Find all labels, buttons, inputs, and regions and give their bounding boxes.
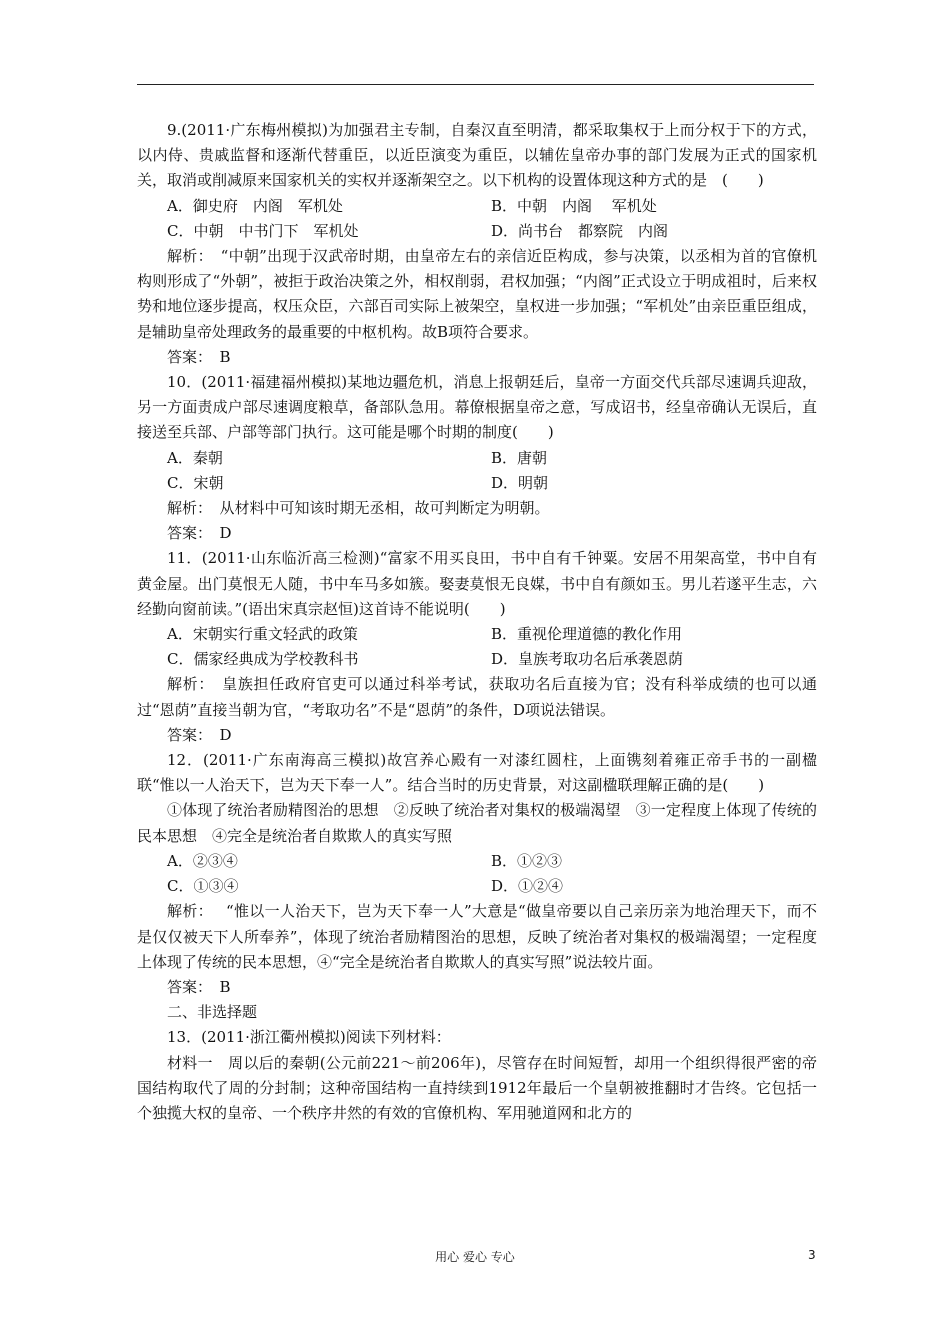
q10-stem: 10．(2011·福建福州模拟)某地边疆危机，消息上报朝廷后，皇帝一方面交代兵部尽速调兵迎敌，另一方面责成户部尽速调度粮草，备部队急用。幕僚根据皇帝之意，写成诏书，经皇帝确认无误后，直接送至兵部、户部等部门执行。这可能是哪个时期的制度( ) <box>137 373 817 442</box>
q11-answer: 答案： D <box>167 725 232 744</box>
q10-option-d: D．明朝 <box>491 473 549 492</box>
q11-option-a: A．宋朝实行重文轻武的政策 <box>167 625 358 644</box>
q9-answer: 答案： B <box>167 347 231 366</box>
q12-stem: 12．(2011·广东南海高三模拟)故宫养心殿有一对漆红圆柱，上面镌刻着雍正帝手书的一副楹联“惟以一人治天下，岂为天下奉一人”。结合当时的历史背景，对这副楹联理解正确的是( ) <box>137 751 817 795</box>
q10-option-c: C．宋朝 <box>167 473 224 492</box>
q11-analysis: 解析： 皇族担任政府官吏可以通过科举考试，获取功名后直接为官；没有科举成绩的也可以通过“恩荫”直接当朝为官，“考取功名”不是“恩荫”的条件，D项说法错误。 <box>137 675 817 719</box>
header-rule <box>137 84 814 85</box>
q13-stem: 13．(2011·浙江衢州模拟)阅读下列材料： <box>167 1028 451 1047</box>
q12-option-b: B．①②③ <box>491 851 563 870</box>
q11-option-d: D．皇族考取功名后承袭恩荫 <box>491 650 684 669</box>
section-heading: 二、非选择题 <box>167 1003 258 1022</box>
q9-option-c: C．中朝 中书门下 军机处 <box>167 221 359 240</box>
page-content <box>137 118 817 1126</box>
q9-option-b: B．中朝 内阁 军机处 <box>491 196 657 215</box>
q9-options-row-1 <box>137 194 817 219</box>
q12-statements: ①体现了统治者励精图治的思想 ②反映了统治者对集权的极端渴望 ③一定程度上体现了传统的民本思想 ④完全是统治者自欺欺人的真实写照 <box>137 801 817 845</box>
q11-stem: 11．(2011·山东临沂高三检测)“富家不用买良田，书中自有千钟粟。安居不用架高堂，书中自有黄金屋。出门莫恨无人随，书中车马多如簇。娶妻莫恨无良媒，书中自有颜如玉。男儿若遂平生志，六经勤向窗前读。”(语出宋真宗赵恒)这首诗不能说明( ) <box>137 549 817 618</box>
q9-analysis: 解析： “中朝”出现于汉武帝时期，由皇帝左右的亲信近臣构成，参与决策，以丞相为首的官僚机构则形成了“外朝”，被拒于政治决策之外，相权削弱，君权加强；“内阁”正式设立于明成祖时，后来权势和地位逐步提高，权压众臣，六部百司实际上被架空，皇权进一步加强；“军机处”由亲臣重臣组成，是辅助皇帝处理政务的最重要的中枢机构。故B项符合要求。 <box>137 247 817 341</box>
q9-option-a: A．御史府 内阁 军机处 <box>167 196 343 215</box>
q12-options-row-1 <box>137 849 817 874</box>
q9-options-row-2 <box>137 219 817 244</box>
q12-option-a: A．②③④ <box>167 851 238 870</box>
q12-analysis: 解析： “惟以一人治天下，岂为天下奉一人”大意是“做皇帝要以自己亲历亲为地治理天下，而不是仅仅被天下人所奉养”，体现了统治者励精图治的思想，反映了统治者对集权的极端渴望；一定程度上体现了传统的民本思想，④“完全是统治者自欺欺人的真实写照”说法较片面。 <box>137 902 817 971</box>
q10-options-row-2 <box>137 471 817 496</box>
q12-option-d: D．①②④ <box>491 877 564 896</box>
q9-stem: 9.(2011·广东梅州模拟)为加强君主专制，自秦汉直至明清，都采取集权于上而分权于下的方式，以内侍、贵戚监督和逐渐代替重臣，以近臣演变为重臣，以辅佐皇帝办事的部门发展为正式的国家机关，取消或削减原来国家机关的实权并逐渐架空之。以下机构的设置体现这种方式的是 ( ) <box>137 121 817 190</box>
q12-option-c: C．①③④ <box>167 877 239 896</box>
q11-option-b: B．重视伦理道德的教化作用 <box>491 625 683 644</box>
q10-option-a: A．秦朝 <box>167 448 223 467</box>
q12-options-row-2 <box>137 874 817 899</box>
q13-material-1: 材料一 周以后的秦朝(公元前221～前206年)，尽管存在时间短暂，却用一个组织得很严密的帝国结构取代了周的分封制；这种帝国结构一直持续到1912年最后一个皇朝被推翻时才告终。它包括一个独揽大权的皇帝、一个秩序井然的有效的官僚机构、军用驰道网和北方的 <box>137 1053 817 1122</box>
q11-option-c: C．儒家经典成为学校教科书 <box>167 650 359 669</box>
page-number: 3 <box>808 1248 816 1262</box>
page-footer <box>0 1248 950 1268</box>
q10-options-row-1 <box>137 446 817 471</box>
q11-options-row-1 <box>137 622 817 647</box>
q12-answer: 答案： B <box>167 977 231 996</box>
q9-option-d: D．尚书台 都察院 内阁 <box>491 221 669 240</box>
q11-options-row-2 <box>137 647 817 672</box>
q10-option-b: B．唐朝 <box>491 448 548 467</box>
footer-motto: 用心 爱心 专心 <box>435 1250 515 1264</box>
q10-answer: 答案： D <box>167 524 232 543</box>
q10-analysis: 解析： 从材料中可知该时期无丞相，故可判断定为明朝。 <box>167 499 550 518</box>
